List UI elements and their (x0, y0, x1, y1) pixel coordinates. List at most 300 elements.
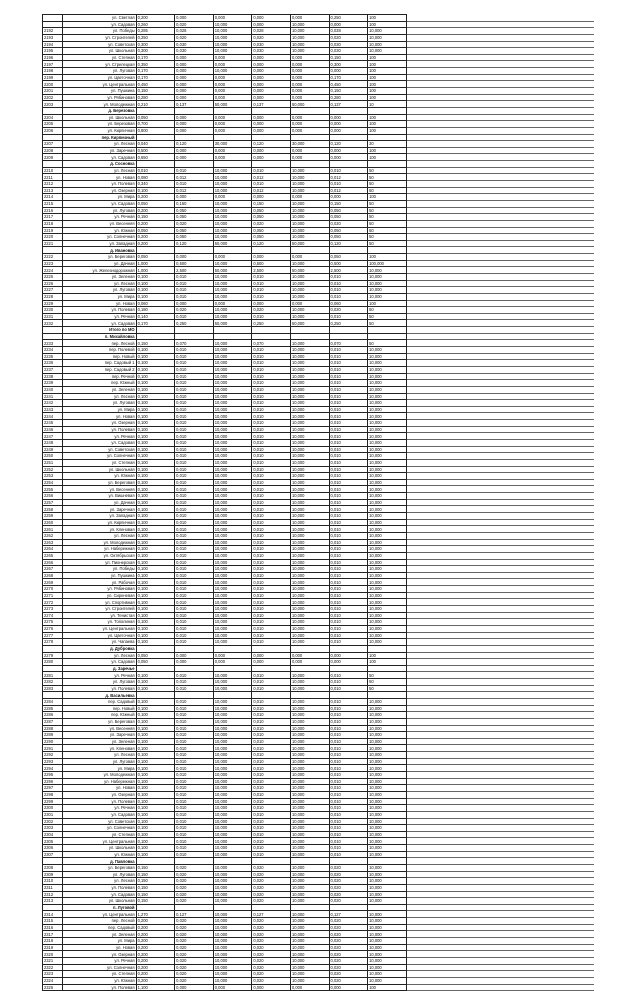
empty-cell (444, 21, 481, 28)
value-cell: 0,000 (329, 121, 368, 128)
empty-cell (444, 732, 481, 739)
row-number: 2315 (43, 918, 63, 925)
empty-cell (519, 220, 556, 227)
value-cell: 0,000 (175, 254, 214, 261)
empty-cell (519, 878, 556, 885)
value-cell (329, 107, 368, 114)
value-cell: 0,100 (136, 400, 175, 407)
street-name: ул. Новая (62, 944, 136, 951)
row-number: 2304 (43, 831, 63, 838)
empty-cell (482, 672, 519, 679)
value-cell: 0,010 (175, 413, 214, 420)
empty-cell (406, 366, 444, 373)
empty-cell (406, 360, 444, 367)
empty-cell (482, 606, 519, 613)
empty-cell (519, 918, 556, 925)
value-cell: 0,020 (329, 871, 368, 878)
value-cell: 0,010 (329, 791, 368, 798)
street-name: ул. Победы (62, 566, 136, 573)
empty-cell (444, 227, 481, 234)
empty-cell (406, 68, 444, 75)
value-cell: 0,500 (252, 260, 291, 267)
empty-cell (482, 280, 519, 287)
value-cell (368, 161, 407, 168)
value-cell: 10,000 (290, 499, 329, 506)
table-row (43, 433, 595, 440)
empty-cell (556, 679, 594, 686)
value-cell: 10,000 (368, 878, 407, 885)
row-number (43, 858, 63, 865)
empty-cell (406, 167, 444, 174)
empty-cell (519, 141, 556, 148)
table-row (43, 280, 595, 287)
value-cell: 0,050 (329, 254, 368, 261)
value-cell: 0,020 (252, 977, 291, 984)
empty-cell (482, 81, 519, 88)
table-row (43, 393, 595, 400)
value-cell: 10,000 (368, 738, 407, 745)
empty-cell (406, 725, 444, 732)
empty-cell (556, 41, 594, 48)
street-name: д. Васильевка (62, 692, 136, 699)
value-cell (136, 904, 175, 911)
value-cell: 0,010 (175, 685, 214, 692)
empty-cell (406, 519, 444, 526)
empty-cell (406, 479, 444, 486)
table-row (43, 951, 595, 958)
value-cell: 0,020 (175, 918, 214, 925)
value-cell: 0,010 (252, 752, 291, 759)
value-cell: 0,020 (175, 220, 214, 227)
value-cell: 0,000 (175, 300, 214, 307)
value-cell: 0,010 (329, 785, 368, 792)
value-cell: 30,000 (290, 141, 329, 148)
empty-cell (519, 971, 556, 978)
row-number: 2323 (43, 971, 63, 978)
value-cell (252, 904, 291, 911)
value-cell: 10,000 (213, 280, 252, 287)
empty-cell (556, 599, 594, 606)
group-row (43, 665, 595, 672)
empty-cell (556, 765, 594, 772)
value-cell: 0,000 (329, 127, 368, 134)
street-name: ул. Строителей (62, 34, 136, 41)
empty-cell (482, 48, 519, 55)
empty-cell (444, 705, 481, 712)
value-cell: 50,000 (213, 320, 252, 327)
value-cell: 0,010 (175, 420, 214, 427)
empty-cell (482, 499, 519, 506)
empty-cell (556, 181, 594, 188)
street-name: ул. Садовая (62, 891, 136, 898)
value-cell: 0,020 (329, 924, 368, 931)
value-cell: 0,150 (136, 891, 175, 898)
value-cell: 0,100 (136, 725, 175, 732)
value-cell: 10,000 (213, 413, 252, 420)
table-row (43, 851, 595, 858)
value-cell: 10,000 (290, 420, 329, 427)
value-cell: 0,010 (252, 513, 291, 520)
empty-cell (482, 254, 519, 261)
empty-cell (556, 971, 594, 978)
empty-cell (444, 825, 481, 832)
value-cell: 100 (368, 194, 407, 201)
empty-cell (519, 134, 556, 141)
street-name: ул. Береговая (62, 718, 136, 725)
row-number: 2283 (43, 685, 63, 692)
value-cell (136, 665, 175, 672)
empty-cell (444, 154, 481, 161)
empty-cell (406, 831, 444, 838)
value-cell: 0,200 (136, 964, 175, 971)
row-number: 2227 (43, 287, 63, 294)
value-cell: 50 (368, 340, 407, 347)
value-cell: 0,100 (136, 825, 175, 832)
value-cell: 0,020 (175, 878, 214, 885)
value-cell: 0,020 (329, 957, 368, 964)
row-number: 2259 (43, 513, 63, 520)
empty-cell (482, 479, 519, 486)
value-cell: 0,500 (175, 260, 214, 267)
empty-cell (556, 307, 594, 314)
row-number: 2275 (43, 619, 63, 626)
value-cell: 0,010 (329, 446, 368, 453)
value-cell: 0,200 (136, 240, 175, 247)
value-cell: 10,000 (213, 526, 252, 533)
empty-cell (482, 632, 519, 639)
value-cell: 10,000 (290, 526, 329, 533)
row-number: 2305 (43, 838, 63, 845)
empty-cell (406, 732, 444, 739)
value-cell: 10,000 (368, 413, 407, 420)
value-cell: 10,000 (290, 539, 329, 546)
value-cell: 0,000 (329, 652, 368, 659)
value-cell: 0,020 (175, 924, 214, 931)
value-cell: 0,020 (329, 878, 368, 885)
value-cell: 10,000 (213, 738, 252, 745)
value-cell: 0,010 (175, 752, 214, 759)
street-name: пер. Кирпичный (62, 134, 136, 141)
value-cell: 0,450 (136, 81, 175, 88)
empty-cell (556, 506, 594, 513)
value-cell: 10,000 (213, 632, 252, 639)
table-row (43, 566, 595, 573)
value-cell: 10,000 (368, 845, 407, 852)
empty-cell (519, 785, 556, 792)
empty-cell (519, 393, 556, 400)
empty-cell (519, 400, 556, 407)
value-cell: 0,000 (175, 127, 214, 134)
row-number: 2265 (43, 552, 63, 559)
empty-cell (519, 207, 556, 214)
value-cell: 0,010 (175, 473, 214, 480)
street-name: ул. Зеленая (62, 273, 136, 280)
empty-cell (482, 440, 519, 447)
value-cell: 10,000 (213, 380, 252, 387)
value-cell: 0,010 (329, 705, 368, 712)
empty-cell (444, 778, 481, 785)
value-cell: 50,000 (213, 101, 252, 108)
value-cell: 10,000 (213, 499, 252, 506)
street-name: ул. Луговая (62, 871, 136, 878)
value-cell: 50 (368, 214, 407, 221)
value-cell: 50 (368, 313, 407, 320)
empty-cell (406, 566, 444, 573)
value-cell: 0,010 (175, 825, 214, 832)
value-cell: 0,010 (329, 360, 368, 367)
street-name: ул. Мира (62, 406, 136, 413)
street-name: ул. Речная (62, 313, 136, 320)
value-cell: 0,010 (252, 625, 291, 632)
empty-cell (406, 353, 444, 360)
value-cell: 10,000 (290, 386, 329, 393)
street-name: ул. Весенняя (62, 486, 136, 493)
value-cell (175, 333, 214, 340)
value-cell: 0,020 (329, 891, 368, 898)
empty-cell (556, 811, 594, 818)
value-cell: 0,010 (329, 685, 368, 692)
empty-cell (482, 971, 519, 978)
value-cell: 10,000 (290, 924, 329, 931)
table-row (43, 652, 595, 659)
street-name: д. Павловка (62, 858, 136, 865)
empty-cell (444, 234, 481, 241)
row-number: 2250 (43, 453, 63, 460)
empty-cell (406, 400, 444, 407)
value-cell (175, 327, 214, 334)
value-cell: 10,000 (213, 426, 252, 433)
row-number: 2309 (43, 871, 63, 878)
value-cell: 0,000 (290, 94, 329, 101)
empty-cell (482, 811, 519, 818)
empty-cell (519, 858, 556, 865)
value-cell: 0,010 (252, 473, 291, 480)
empty-cell (482, 891, 519, 898)
empty-cell (556, 68, 594, 75)
value-cell: 10,000 (290, 440, 329, 447)
row-number: 2217 (43, 214, 63, 221)
value-cell: 100 (368, 21, 407, 28)
empty-cell (482, 267, 519, 274)
empty-cell (519, 287, 556, 294)
value-cell: 10,000 (213, 513, 252, 520)
value-cell: 0,020 (252, 898, 291, 905)
value-cell: 0,010 (329, 386, 368, 393)
empty-cell (406, 579, 444, 586)
value-cell: 0,000 (252, 147, 291, 154)
table-row (43, 453, 595, 460)
value-cell: 10,000 (290, 752, 329, 759)
empty-cell (444, 260, 481, 267)
row-number: 2209 (43, 154, 63, 161)
value-cell: 0,100 (136, 685, 175, 692)
empty-cell (406, 665, 444, 672)
empty-cell (519, 293, 556, 300)
empty-cell (519, 964, 556, 971)
value-cell: 10,000 (213, 532, 252, 539)
value-cell: 100 (368, 114, 407, 121)
value-cell: 10,000 (290, 174, 329, 181)
value-cell: 0,010 (252, 765, 291, 772)
value-cell: 10,000 (290, 712, 329, 719)
row-number: 2302 (43, 818, 63, 825)
empty-cell (519, 426, 556, 433)
value-cell: 1,000 (136, 267, 175, 274)
value-cell: 10,000 (213, 957, 252, 964)
table-row (43, 41, 595, 48)
empty-cell (556, 566, 594, 573)
street-name: ул. Южная (62, 851, 136, 858)
value-cell: 10,000 (290, 433, 329, 440)
street-name: пер. Лесной (62, 918, 136, 925)
value-cell: 0,100 (136, 752, 175, 759)
value-cell: 10,000 (290, 513, 329, 520)
value-cell: 10,000 (213, 41, 252, 48)
row-number: 2201 (43, 88, 63, 95)
empty-cell (556, 161, 594, 168)
value-cell: 10,000 (368, 785, 407, 792)
value-cell: 0,030 (252, 48, 291, 55)
value-cell: 0,020 (252, 944, 291, 951)
empty-cell (519, 938, 556, 945)
empty-cell (482, 154, 519, 161)
empty-cell (519, 88, 556, 95)
empty-cell (406, 606, 444, 613)
value-cell: 0,010 (252, 532, 291, 539)
empty-cell (556, 333, 594, 340)
empty-cell (406, 453, 444, 460)
value-cell (175, 161, 214, 168)
value-cell: 10,000 (368, 811, 407, 818)
value-cell: 0,100 (136, 386, 175, 393)
empty-cell (482, 147, 519, 154)
value-cell: 0,010 (329, 718, 368, 725)
value-cell: 0,010 (175, 453, 214, 460)
empty-cell (556, 845, 594, 852)
empty-cell (519, 380, 556, 387)
value-cell: 0,010 (329, 845, 368, 852)
value-cell: 0,100 (136, 639, 175, 646)
value-cell: 0,010 (252, 353, 291, 360)
value-cell: 0,100 (136, 559, 175, 566)
row-number (43, 15, 63, 22)
value-cell: 10,000 (368, 273, 407, 280)
empty-cell (519, 519, 556, 526)
row-number (43, 247, 63, 254)
value-cell: 10,000 (213, 174, 252, 181)
empty-cell (406, 234, 444, 241)
empty-cell (556, 918, 594, 925)
empty-cell (482, 625, 519, 632)
value-cell: 10,000 (368, 546, 407, 553)
street-name: ул. Зеленая (62, 386, 136, 393)
street-name: ул. Озерная (62, 791, 136, 798)
empty-cell (444, 878, 481, 885)
value-cell: 0,200 (136, 938, 175, 945)
empty-cell (519, 931, 556, 938)
table-row (43, 101, 595, 108)
row-number: 2262 (43, 532, 63, 539)
value-cell (368, 904, 407, 911)
value-cell: 10,000 (368, 752, 407, 759)
empty-cell (406, 41, 444, 48)
street-name: ул. Центральная (62, 81, 136, 88)
empty-cell (482, 805, 519, 812)
empty-cell (556, 957, 594, 964)
empty-cell (519, 765, 556, 772)
row-number: 2232 (43, 320, 63, 327)
empty-cell (519, 107, 556, 114)
empty-cell (556, 546, 594, 553)
value-cell: 0,100 (136, 838, 175, 845)
empty-cell (444, 479, 481, 486)
value-cell: 0,010 (252, 453, 291, 460)
value-cell: 0,020 (175, 938, 214, 945)
value-cell: 100 (368, 61, 407, 68)
value-cell: 2,500 (175, 267, 214, 274)
empty-cell (482, 665, 519, 672)
value-cell: 10,000 (213, 865, 252, 872)
street-name: ул. Западная (62, 240, 136, 247)
empty-cell (444, 632, 481, 639)
value-cell: 0,800 (136, 127, 175, 134)
table-row (43, 931, 595, 938)
value-cell: 0,250 (329, 15, 368, 22)
empty-cell (556, 632, 594, 639)
value-cell: 10,000 (213, 798, 252, 805)
empty-cell (482, 772, 519, 779)
value-cell: 0,050 (136, 254, 175, 261)
row-number: 2286 (43, 712, 63, 719)
value-cell: 10,000 (213, 938, 252, 945)
value-cell: 0,010 (252, 592, 291, 599)
value-cell: 10,000 (213, 552, 252, 559)
value-cell: 0,100 (136, 493, 175, 500)
row-number: 2238 (43, 373, 63, 380)
empty-cell (482, 778, 519, 785)
value-cell: 0,020 (252, 918, 291, 925)
empty-cell (482, 74, 519, 81)
table-row (43, 579, 595, 586)
value-cell: 0,100 (136, 698, 175, 705)
value-cell (175, 858, 214, 865)
value-cell: 0,010 (252, 758, 291, 765)
empty-cell (556, 141, 594, 148)
value-cell: 100 (368, 154, 407, 161)
empty-cell (406, 154, 444, 161)
empty-cell (482, 904, 519, 911)
value-cell: 0,137 (329, 101, 368, 108)
value-cell: 0,000 (213, 300, 252, 307)
value-cell: 10,000 (290, 280, 329, 287)
value-cell: 10,000 (213, 273, 252, 280)
value-cell (368, 858, 407, 865)
empty-cell (556, 619, 594, 626)
value-cell: 10,000 (213, 745, 252, 752)
value-cell: 0,010 (329, 546, 368, 553)
value-cell: 10,000 (290, 214, 329, 221)
empty-cell (406, 918, 444, 925)
value-cell: 0,010 (175, 280, 214, 287)
value-cell: 10,000 (290, 964, 329, 971)
empty-cell (482, 114, 519, 121)
empty-cell (444, 101, 481, 108)
empty-cell (556, 353, 594, 360)
value-cell: 10,000 (368, 459, 407, 466)
value-cell: 10,000 (213, 406, 252, 413)
street-name: ул. Центральная (62, 911, 136, 918)
value-cell: 10,000 (213, 705, 252, 712)
